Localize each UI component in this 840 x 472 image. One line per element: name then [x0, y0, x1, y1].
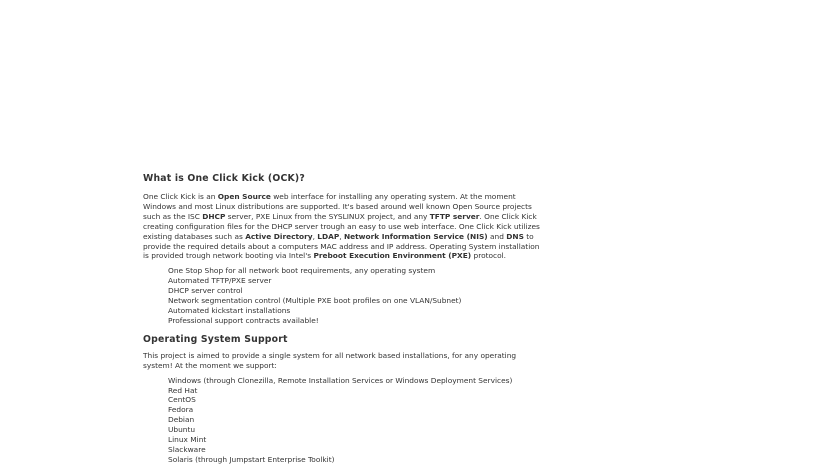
- section-title-what-is-ock: What is One Click Kick (OCK)?: [143, 173, 305, 184]
- main-content: [143, 173, 545, 465]
- intro-text-3: server, PXE Linux from the SYSLINUX project, and any: [225, 211, 430, 221]
- os-support-paragraph: This project is aimed to provide a single system for all network based installations, for any operating system! At the moment we support:: [143, 350, 517, 370]
- list-item: CentOS: [168, 395, 196, 405]
- section-title-os-support: Operating System Support: [143, 333, 288, 345]
- intro-text-1: One Click Kick is an: [143, 192, 218, 201]
- intro-text-8: to provide the required details about a computers MAC address and IP address. Operating System installation is provided trough network booting via Intel's: [143, 231, 540, 261]
- ldap-bold: LDAP: [317, 231, 340, 241]
- list-item: One Stop Shop for all network boot requirements, any operating system: [168, 266, 436, 276]
- open-source-bold: Open Source: [217, 192, 271, 201]
- intro-text-2: web interface for installing any operating system. At the moment Windows and most Linux distributions are supported. It's based around well known Open Source projects such as the ISC: [143, 192, 532, 221]
- list-item: Windows (through Clonezilla, Remote Installation Services or Windows Deployment Services): [168, 375, 513, 385]
- features-list: [143, 266, 545, 325]
- list-item: Slackware: [168, 444, 206, 454]
- intro-text-9: protocol.: [471, 251, 507, 261]
- list-item: Solaris (through Jumpstart Enterprise Toolkit): [168, 454, 335, 464]
- list-item: Red Hat: [168, 385, 198, 395]
- os-list: [143, 376, 545, 465]
- pxe-bold: Preboot Execution Environment (PXE): [313, 251, 472, 261]
- intro-text-5: ,: [312, 231, 318, 241]
- list-item: Fedora: [168, 405, 194, 415]
- list-item: Professional support contracts available!: [168, 315, 319, 325]
- nis-bold: Network Information Service (NIS): [343, 231, 488, 241]
- list-item: Automated TFTP/PXE server: [168, 276, 272, 286]
- intro-text-6: ,: [339, 231, 344, 241]
- list-item: DHCP server control: [168, 286, 243, 296]
- list-item: Linux Mint: [168, 435, 207, 445]
- intro-text-4: . One Click Kick creating configuration files for the DHCP server trough an easy to use web interface. One Click Kick utilizes existing databases such as: [143, 211, 540, 241]
- tftp-server-bold: TFTP server: [429, 211, 480, 221]
- intro-text-7: and: [487, 231, 507, 241]
- intro-paragraph: [143, 192, 545, 261]
- list-item: Ubuntu: [168, 425, 196, 435]
- dns-bold: DNS: [506, 231, 524, 241]
- active-directory-bold: Active Directory: [245, 231, 313, 241]
- list-item: Automated kickstart installations: [168, 305, 291, 315]
- dhcp-bold: DHCP: [202, 211, 226, 221]
- list-item: Network segmentation control (Multiple PXE boot profiles on one VLAN/Subnet): [168, 296, 462, 306]
- list-item: Debian: [168, 415, 195, 425]
